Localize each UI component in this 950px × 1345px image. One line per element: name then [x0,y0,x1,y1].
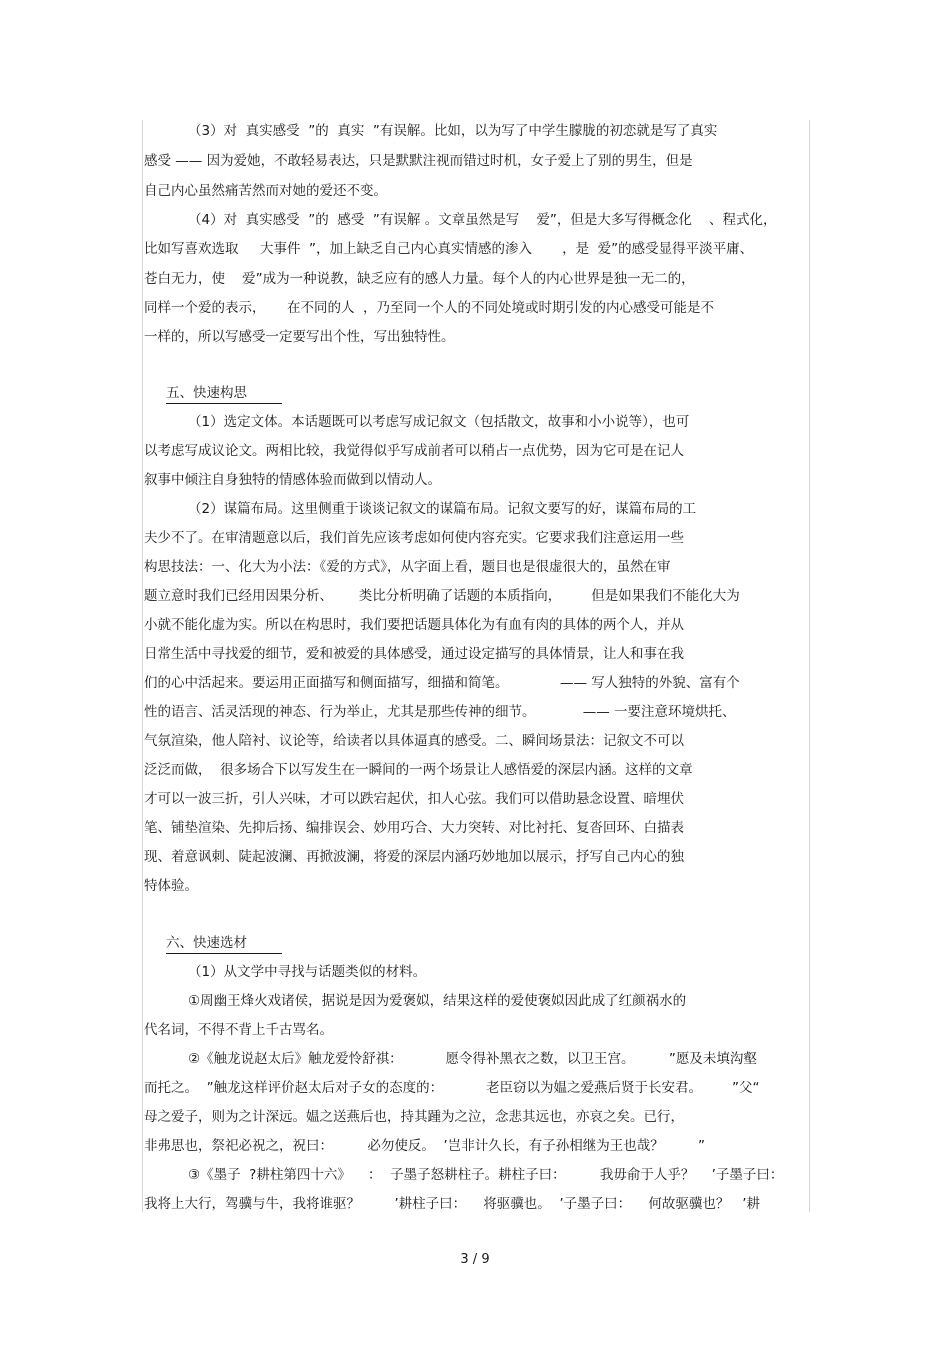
text-line: 感受 —— 因为爱她，不敢轻易表达，只是默默注视而错过时机，女子爱上了别的男生，但是 [144,153,693,169]
text-line: 特体验。 [144,878,198,894]
text-line: 以考虑写成议论文。两相比较，我觉得似乎写成前者可以稍占一点优势，因为它可是在记人 [144,443,684,459]
text-line: 现、着意讽刺、陡起波澜、再掀波澜，将爱的深层内涵巧妙地加以展示，抒写自己内心的独 [144,849,684,865]
text-line: 日常生活中寻找爱的细节，爱和被爱的具体感受，通过设定描写的具体情景，让人和事在我 [144,646,684,662]
text-line: 我将上大行，驾骥与牛，我将谁驱？ ’耕柱子曰： 将驱骥也。 ’子墨子曰： 何故驱骥也？ ’耕 [144,1196,760,1212]
text-line: 同样一个爱的表示， 在不同的人 ，乃至同一个人的不同处境或时期引发的内心感受可能是不 [144,300,715,316]
text-line: （1）从文学中寻找与话题类似的材料。 [188,964,427,980]
text-line: ③《墨子 ?耕柱第四十六》 ： 子墨子怒耕柱子。耕柱子曰： 我毋俞于人乎？ ’子墨子曰： [188,1167,784,1183]
text-line: 代名词，不得不背上千古骂名。 [144,1022,333,1038]
section-heading-6: 六、快速选材 [166,934,282,954]
text-line: （4）对 真实感受 ”的 感受 ”有误解 。文章虽然是写 爱”，但是大多写得概念化 、程式化， [188,212,777,228]
text-line: （1）选定文体。本话题既可以考虑写成记叙文（包括散文，故事和小小说等），也可 [188,414,690,430]
text-line: （2）谋篇布局。这里侧重于谈谈记叙文的谋篇布局。记叙文要写的好，谋篇布局的工 [188,501,697,517]
text-line: ①周幽王烽火戏诸侯，据说是因为爱褒姒，结果这样的爱使褒姒因此成了红颜祸水的 [188,993,687,1009]
text-line: 题立意时我们已经用因果分析、 类比分析明确了话题的本质指向， 但是如果我们不能化大为 [144,588,740,604]
text-line: 自己内心虽然痛苦然而对她的爱还不变。 [144,183,387,199]
text-line: 母之爱子，则为之计深远。媪之送燕后也，持其踵为之泣，念悲其远也，亦哀之矣。已行， [144,1109,684,1125]
page-number: 3 / 9 [460,1252,490,1267]
section-heading-5: 五、快速构思 [166,384,282,404]
text-line: 苍白无力，使 爱”成为一种说教，缺乏应有的感人力量。每个人的内心世界是独一无二的， [144,271,695,287]
text-line: 非弗思也，祭祀必祝之，祝曰： 必勿使反。 ’岂非计久长，有子孙相继为王也哉？ ” [144,1138,706,1154]
text-line: 才可以一波三折，引人兴味，才可以跌宕起伏，扣人心弦。我们可以借助悬念设置、暗埋伏 [144,791,684,807]
text-line: 一样的，所以写感受一定要写出个性，写出独特性。 [144,329,455,345]
text-line: 而托之。 ”触龙这样评价赵太后对子女的态度的： 老臣窃以为媪之爱燕后贤于长安君。 ”父“ [144,1080,760,1096]
text-line: 泛泛而做， 很多场合下以写发生在一瞬间的一两个场景让人感悟爱的深层内涵。这样的文章 [144,762,693,778]
text-line: 性的语言、活灵活现的神态、行为举止，尤其是那些传神的细节。 —— 一要注意环境烘托、 [144,704,736,720]
text-line: 夫少不了。在审清题意以后，我们首先应该考虑如何使内容充实。它要求我们注意运用一些 [144,530,684,546]
text-line: 气氛渲染，他人陪衬、议论等，给读者以具体逼真的感受。二、瞬间场景法：记叙文不可以 [144,733,684,749]
text-line: 构思技法：一、化大为小法：《爱的方式》，从字面上看，题目也是很虚很大的，虽然在审 [144,559,671,575]
text-line: 小就不能化虚为实。所以在构思时，我们要把话题具体化为有血有肉的具体的两个人，并从 [144,617,684,633]
text-line: ②《触龙说赵太后》触龙爱怜舒祺： 愿令得补黑衣之数，以卫王宫。 ”愿及未填沟壑 [188,1051,757,1067]
text-line: 们的心中活起来。要运用正面描写和侧面描写，细描和简笔。 —— 写人独特的外貌、富有个 [144,675,740,691]
text-line: 叙事中倾注自身独特的情感体验而做到以情动人。 [144,472,441,488]
text-line: （3）对 真实感受 ”的 真实 ”有误解。比如，以为写了中学生朦胧的初恋就是写了真实 [188,123,718,139]
text-line: 笔、铺垫渲染、先抑后扬、编排误会、妙用巧合、大力突转、对比衬托、复沓回环、白描表 [144,820,684,836]
text-line: 比如写喜欢选取 大事件 ”，加上缺乏自己内心真实情感的渗入 ，是 爱”的感受显得平淡平庸、 [144,241,754,257]
